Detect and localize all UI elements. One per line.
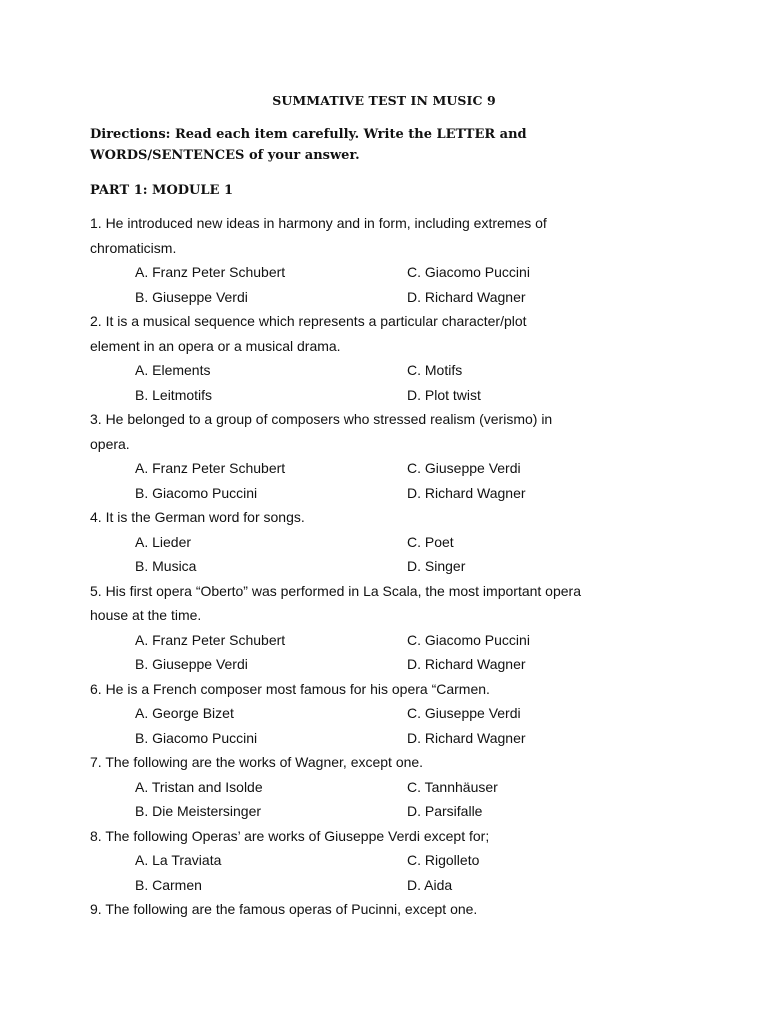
option-row (90, 456, 710, 481)
question-item (90, 211, 710, 309)
option-row (90, 481, 710, 506)
question-stem-line: 8. The following Operas’ are works of Giuseppe Verdi except for; (90, 827, 490, 844)
answer-option: C. Giuseppe Verdi (407, 460, 521, 476)
answer-option: B. Giuseppe Verdi (135, 656, 248, 672)
answer-option: A. Franz Peter Schubert (135, 631, 286, 648)
answer-option: B. Carmen (135, 876, 202, 893)
answer-option: C. Motifs (407, 362, 463, 378)
option-row (90, 260, 710, 285)
answer-option: D. Singer (407, 558, 466, 574)
question-item (90, 750, 710, 824)
question-stem-line: 5. His first opera “Oberto” was performed in La Scala, the most important opera (90, 582, 581, 599)
option-row (90, 383, 710, 408)
answer-option: A. Elements (135, 362, 211, 378)
option-row (90, 873, 710, 898)
question-item (90, 505, 710, 579)
option-row (90, 848, 710, 873)
answer-option: C. Giuseppe Verdi (407, 705, 521, 721)
answer-option: D. Parsifalle (407, 803, 483, 819)
answer-option: A. Franz Peter Schubert (135, 460, 286, 476)
answer-option: A. Franz Peter Schubert (135, 264, 286, 280)
answer-option: D. Plot twist (407, 386, 481, 403)
question-stem-line: element in an opera or a musical drama. (90, 337, 341, 354)
answer-option: D. Richard Wagner (407, 288, 526, 305)
question-item (90, 897, 710, 922)
answer-option: C. Giacomo Puccini (407, 631, 530, 648)
option-row (90, 701, 710, 726)
question-stem-line: 3. He belonged to a group of composers who stressed realism (verismo) in (90, 411, 553, 427)
answer-option: B. Giacomo Puccini (135, 729, 258, 746)
answer-option: D. Richard Wagner (407, 484, 526, 501)
option-row (90, 726, 710, 751)
answer-option: B. Giacomo Puccini (135, 484, 258, 501)
answer-option: A. George Bizet (135, 705, 234, 721)
question-stem-line: 1. He introduced new ideas in harmony and in form, including extremes of (90, 215, 547, 231)
option-row (90, 554, 710, 579)
question-list (90, 211, 710, 922)
question-stem-line: 9. The following are the famous operas of Pucinni, except one. (90, 901, 478, 917)
answer-option: D. Aida (407, 876, 453, 893)
option-row (90, 775, 710, 800)
question-item (90, 309, 710, 407)
question-item (90, 579, 710, 677)
question-stem-line: 7. The following are the works of Wagner, except one. (90, 754, 424, 770)
question-stem-line: 2. It is a musical sequence which represents a particular character/plot (90, 313, 527, 329)
option-row (90, 628, 710, 653)
answer-option: A. Tristan and Isolde (135, 778, 263, 795)
answer-option: D. Richard Wagner (407, 656, 526, 672)
option-row (90, 530, 710, 555)
page-title: SUMMATIVE TEST IN MUSIC 9 (272, 93, 496, 108)
answer-option: A. Lieder (135, 533, 192, 550)
option-row (90, 652, 710, 677)
option-row (90, 358, 710, 383)
answer-option: B. Musica (135, 558, 197, 574)
answer-option: B. Die Meistersinger (135, 803, 262, 819)
answer-option: C. Poet (407, 533, 454, 550)
question-item (90, 824, 710, 898)
question-stem-line: opera. (90, 435, 130, 452)
question-stem-line: chromaticism. (90, 239, 177, 256)
answer-option: B. Giuseppe Verdi (135, 288, 248, 305)
answer-option: A. La Traviata (135, 852, 222, 868)
directions-text: Directions: Read each item carefully. Write the LETTER and WORDS/SENTENCES of your answer. (90, 127, 527, 163)
question-stem-line: 6. He is a French composer most famous for his opera “Carmen. (90, 680, 490, 697)
part-heading: PART 1: MODULE 1 (90, 183, 234, 198)
option-row (90, 285, 710, 310)
answer-option: D. Richard Wagner (407, 729, 526, 746)
answer-option: C. Rigolleto (407, 852, 480, 868)
question-stem-line: house at the time. (90, 607, 202, 623)
answer-option: C. Giacomo Puccini (407, 264, 530, 280)
option-row (90, 799, 710, 824)
question-stem-line: 4. It is the German word for songs. (90, 509, 305, 525)
answer-option: B. Leitmotifs (135, 386, 213, 403)
question-item (90, 677, 710, 751)
answer-option: C. Tannhäuser (407, 778, 498, 795)
question-item (90, 407, 710, 505)
